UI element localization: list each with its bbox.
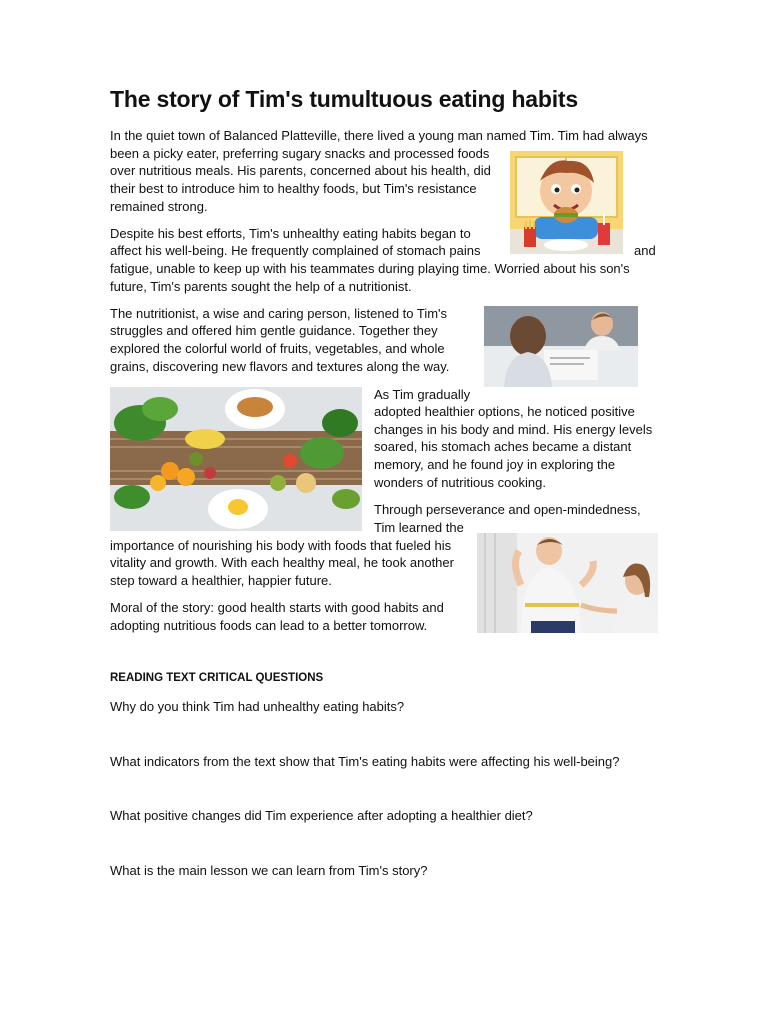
paragraph1-line: been a picky eater, preferring sugary snacks and processed foods: [110, 146, 490, 161]
moral-line: Moral of the story: good health starts with good habits and: [110, 600, 444, 615]
paragraph4-line: As Tim gradually: [374, 387, 471, 402]
paragraph5-line: vitality and growth. With each healthy meal, he took another: [110, 555, 454, 570]
document-title: The story of Tim's tumultuous eating habits: [110, 86, 578, 112]
paragraph4-line: changes in his body and mind. His energy levels: [374, 422, 653, 437]
paragraph4-line: adopted healthier options, he noticed positive: [374, 404, 635, 419]
paragraph4-line: memory, and he found joy in exploring the: [374, 457, 616, 472]
question-3: What positive changes did Tim experience after adopting a healthier diet?: [110, 808, 533, 823]
paragraph5-line: step toward a healthier, happier future.: [110, 573, 332, 588]
paragraph3-line: explored the colorful world of fruits, vegetables, and whole: [110, 341, 445, 356]
paragraph4-line: soared, his stomach aches became a distant: [374, 439, 632, 454]
paragraph2-line: Despite his best efforts, Tim's unhealthy eating habits began to: [110, 226, 471, 241]
question-2: What indicators from the text show that Tim's eating habits were affecting his well-being?: [110, 754, 620, 769]
paragraph3-line: The nutritionist, a wise and caring person, listened to Tim's: [110, 306, 448, 321]
paragraph2-line: fatigue, unable to keep up with his teammates during playing time. Worried about his son's: [110, 261, 630, 276]
paragraph1-line: over nutritious meals. His parents, concerned about his health, did: [110, 163, 491, 178]
questions-heading: READING TEXT CRITICAL QUESTIONS: [110, 672, 324, 684]
paragraph2-line: and: [634, 243, 656, 258]
question-1: Why do you think Tim had unhealthy eating habits?: [110, 699, 405, 714]
paragraph1-line: remained strong.: [110, 199, 208, 214]
paragraph5-line: Tim learned the: [374, 520, 464, 535]
paragraph3-line: struggles and offered him gentle guidance. Together they: [110, 323, 438, 338]
paragraph1-line: their best to introduce him to healthy foods, but Tim's resistance: [110, 181, 477, 196]
question-4: What is the main lesson we can learn from Tim's story?: [110, 863, 428, 878]
paragraph4-line: wonders of nutritious cooking.: [374, 475, 546, 490]
healthy-food-table-image: [110, 387, 362, 531]
paragraph5-line: Through perseverance and open-mindedness,: [374, 502, 641, 517]
paragraph3-line: grains, discovering new flavors and textures along the way.: [110, 359, 450, 374]
moral-line: adopting nutritious foods can lead to a better tomorrow.: [110, 618, 428, 633]
nutritionist-consultation-image: [484, 306, 638, 387]
paragraph1-line: In the quiet town of Balanced Platteville, there lived a young man named Tim. Tim had always: [110, 128, 648, 143]
paragraph2-line: affect his well-being. He frequently complained of stomach pains: [110, 243, 481, 258]
happy-boy-measuring-image: [477, 533, 658, 633]
paragraph2-line: future, Tim's parents sought the help of a nutritionist.: [110, 279, 412, 294]
cartoon-boy-eating-image: [510, 151, 623, 254]
paragraph5-line: importance of nourishing his body with foods that fueled his: [110, 538, 452, 553]
